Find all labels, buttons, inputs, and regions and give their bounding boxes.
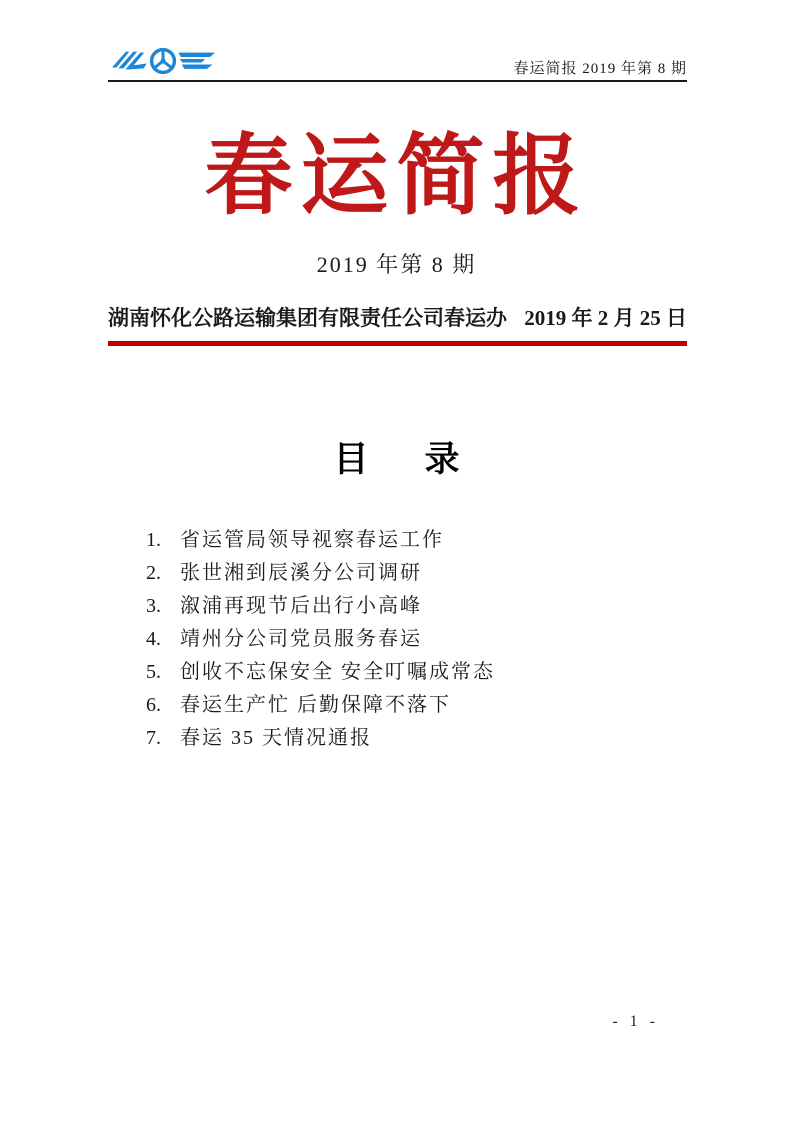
publish-date: 2019 年 2 月 25 日 bbox=[524, 306, 687, 330]
toc-item-1 bbox=[146, 524, 725, 557]
toc-item-5 bbox=[146, 656, 725, 689]
toc-item-title: 溆浦再现节后出行小高峰 bbox=[180, 595, 422, 617]
toc-item-number: 5. bbox=[146, 661, 161, 683]
toc-item-title: 张世湘到辰溪分公司调研 bbox=[180, 562, 422, 584]
company-logo-icon bbox=[112, 45, 216, 78]
toc-item-number: 2. bbox=[146, 562, 161, 584]
toc-item-title: 省运管局领导视察春运工作 bbox=[180, 529, 444, 551]
toc-item-number: 1. bbox=[146, 529, 161, 551]
toc-item-6 bbox=[146, 689, 725, 722]
toc-item-title: 春运生产忙 后勤保障不落下 bbox=[180, 694, 451, 716]
page-title: 春运简报 bbox=[204, 123, 589, 227]
toc-item-number: 4. bbox=[146, 628, 161, 650]
header-divider bbox=[108, 80, 687, 82]
toc-item-title: 春运 35 天情况通报 bbox=[180, 727, 372, 749]
toc-item-4 bbox=[146, 623, 725, 656]
toc-item-number: 7. bbox=[146, 727, 161, 749]
toc-item-7 bbox=[146, 722, 725, 755]
publisher-line bbox=[108, 304, 687, 332]
red-divider bbox=[108, 341, 687, 346]
toc-item-title: 靖州分公司党员服务春运 bbox=[180, 628, 422, 650]
toc-item-2 bbox=[146, 557, 725, 590]
toc-heading-char-right: 录 bbox=[424, 440, 460, 479]
toc-list bbox=[108, 524, 725, 755]
header-issue-text: 春运简报 2019 年第 8 期 bbox=[513, 61, 687, 77]
issue-number: 2019 年第 8 期 bbox=[316, 252, 477, 277]
toc-item-3 bbox=[146, 590, 725, 623]
page-number: - 1 - bbox=[612, 1013, 659, 1030]
toc-heading-char-left: 目 bbox=[333, 440, 369, 479]
toc-item-title: 创收不忘保安全 安全叮嘱成常态 bbox=[180, 661, 495, 683]
toc-heading bbox=[0, 438, 793, 482]
toc-item-number: 3. bbox=[146, 595, 161, 617]
publisher-name: 湖南怀化公路运输集团有限责任公司春运办 bbox=[108, 306, 507, 330]
toc-item-number: 6. bbox=[146, 694, 161, 716]
